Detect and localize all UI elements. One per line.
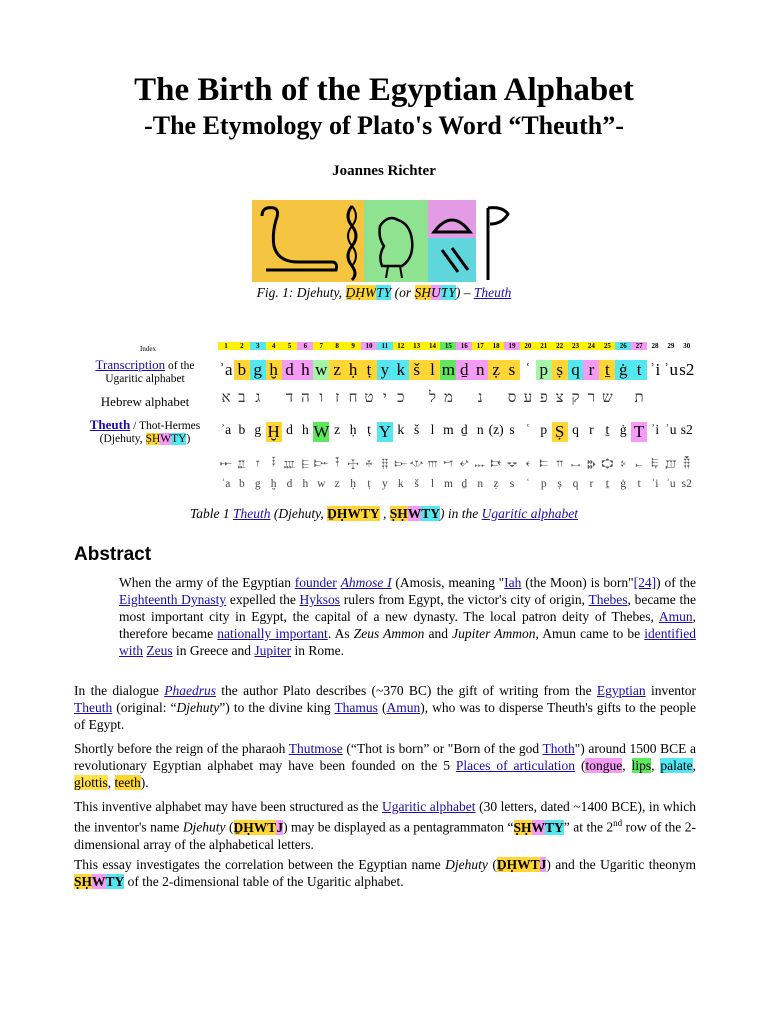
phaedrus-link[interactable]: Phaedrus [164, 683, 216, 698]
indices-cell: 15 [440, 342, 456, 350]
iah-link[interactable]: Iah [504, 575, 522, 590]
egyptian-link[interactable]: Egyptian [596, 683, 646, 698]
cuneiform-cell: 𐎜 [665, 456, 677, 470]
theuth-cell: ʾi [650, 422, 660, 437]
cuneiform-cell: 𐎗 [587, 456, 596, 470]
translit-cell: ẓ [493, 478, 499, 490]
translit-cell: ġ [620, 478, 627, 490]
hebrew-cell [456, 390, 472, 407]
transcription-cell: r [583, 360, 599, 380]
cuneiform-cell: 𐎈 [347, 456, 359, 470]
translit-cell: k [397, 478, 404, 490]
hebrew-cell: ר [587, 390, 596, 406]
hebrew-cell: א [221, 390, 231, 406]
theuth-cell: ʾa [220, 422, 232, 437]
transcription-cell: d [282, 360, 298, 380]
indices-cell: 13 [409, 342, 425, 350]
table1-caption: Table 1 Theuth (Djehuty, ḎḤWTY , ṢḤWTY) in the Ugaritic alphabet [189, 506, 579, 521]
cuneiform-cell: 𐎉 [365, 456, 373, 470]
indices-cell: 21 [536, 342, 552, 350]
transcription-cell: l [425, 360, 441, 380]
transcription-label: Transcription of the Ugaritic alphabet [95, 357, 195, 385]
transcription-cell: n [472, 360, 488, 380]
theuth-text-link[interactable]: Theuth [74, 700, 113, 715]
indices-cell: 27 [631, 342, 647, 350]
translit-cell: l [430, 478, 435, 490]
hebrew-cell: נ [477, 390, 483, 406]
glyph-cell-quail [364, 200, 428, 282]
transcription-link[interactable]: Transcription [95, 357, 166, 372]
theuth-caption-link[interactable]: Theuth [232, 506, 271, 521]
cuneiform-cell: 𐎔 [539, 456, 548, 470]
cuneiform-cell: 𐎚 [635, 456, 643, 470]
ugaritic-alphabet-text-link[interactable]: Ugaritic alphabet [381, 799, 476, 814]
cuneiform-cell: 𐎋 [394, 456, 408, 470]
abstract-paragraph-2: In the dialogue Phaedrus the author Plato describes (~370 BC) the gift of writing from the Egyptian inventor Theuth (original: “Djehuty”) to the divine king Thamus (Amun), who was to disperse Theuth's gifts to the people of Egypt. [74, 683, 697, 732]
transcription-cell: y [377, 360, 393, 380]
cuneiform-cell: 𐎖 [570, 456, 581, 470]
cuneiform-cell: 𐎍 [427, 456, 438, 470]
cuneiform-cell: 𐎏 [459, 456, 469, 470]
theuth-cell: q [572, 422, 579, 437]
theuth-table-link[interactable]: Theuth [89, 417, 131, 432]
transcription-cell: s [504, 360, 520, 380]
theuth-cell: l [430, 422, 435, 437]
glyph-cell-rope [340, 200, 364, 282]
hebrew-cell: כ [397, 390, 405, 406]
theuth-cell: n [476, 422, 484, 437]
index-label: Index [140, 345, 156, 353]
transcription-cell: ʾa [219, 360, 233, 379]
hebrew-cell: מ [443, 390, 453, 406]
transcription-cell: ḥ [345, 360, 361, 380]
transcription-cell: m [441, 360, 456, 379]
glyph-cell-reeds [428, 238, 476, 282]
theuth-cell: ṯ [605, 422, 610, 437]
transcription-cell: w [315, 360, 328, 379]
glyph-cell-flag [476, 200, 516, 282]
cuneiform-cell: 𐎛 [651, 456, 659, 470]
cuneiform-cell: 𐎙 [620, 456, 626, 470]
theuth-label: Theuth / Thot-Hermes (Djehuty, ṢḤWTY) [89, 417, 201, 445]
hebrew-cell [266, 390, 282, 407]
theuth-link[interactable]: Theuth [473, 285, 512, 300]
translit-cell: n [477, 478, 484, 490]
transcription-cell: s2 [679, 360, 695, 379]
theuth-cell: r [589, 422, 594, 437]
nationally-important-link[interactable]: nationally important [217, 626, 328, 641]
glottis-highlight: glottis [74, 775, 108, 790]
translit-cell: ʿ [525, 478, 530, 490]
transcription-cell: ʿ [525, 360, 531, 379]
abstract-paragraph-4: This inventive alphabet may have been structured as the Ugaritic alphabet (30 letters, dated ~1400 BCE), in which the inventor's name Djehuty (ḎḤWTJ) may be displayed as a pentagrammaton “ṢḤWTY” at the 2nd row of the 2-dimensional array of the alphabetical letters. [74, 799, 697, 852]
indices-cell: 23 [568, 342, 584, 350]
teeth-highlight: teeth [114, 775, 141, 790]
cuneiform-cell: 𐎕 [555, 456, 564, 470]
cuneiform-cell: 𐎅 [301, 456, 309, 470]
hebrew-cell [409, 390, 425, 407]
djehuty-hieroglyph-figure [252, 200, 516, 282]
theuth-cell: p [540, 422, 548, 437]
hebrew-cell: ל [429, 390, 437, 406]
transcription-cell: ṯ [599, 360, 615, 380]
theuth-cell: ḏ [460, 422, 468, 437]
theuth-cell: Ḫ [267, 422, 280, 441]
cuneiform-row [218, 456, 695, 471]
transcription-row [218, 360, 695, 380]
theuth-cell: d [286, 422, 293, 437]
theuth-cell: T [631, 422, 647, 442]
hebrew-cell: ע [523, 390, 533, 406]
theuth-cell: m [443, 422, 454, 437]
transcription-cell: q [568, 360, 584, 380]
hyksos-link[interactable]: Hyksos [299, 592, 341, 607]
hebrew-cell: ז [335, 390, 340, 406]
translit-cell: y [381, 478, 388, 490]
translit-cell: ṭ [367, 478, 371, 490]
translit-cell: z [334, 478, 340, 490]
translit-cell: ḥ [350, 478, 356, 490]
founder-link[interactable]: founder [294, 575, 337, 590]
cuneiform-cell: 𐎀 [219, 456, 232, 470]
translit-cell: h [302, 478, 309, 490]
indices-cell: 5 [282, 342, 298, 350]
reference-24-link[interactable]: [24] [633, 575, 657, 590]
theuth-cell: Y [378, 422, 391, 441]
abstract-heading: Abstract [74, 544, 152, 565]
indices-cell: 6 [297, 342, 313, 350]
cuneiform-cell: 𐎌 [409, 456, 424, 470]
zeus-link[interactable]: Zeus [146, 643, 173, 658]
hebrew-cell [615, 390, 631, 407]
hebrew-cell [663, 390, 679, 407]
hebrew-label: Hebrew alphabet [100, 394, 190, 409]
ugaritic-alphabet-table [78, 338, 718, 502]
indices-cell: 8 [329, 342, 345, 350]
cuneiform-cell: 𐎑 [490, 456, 502, 470]
cuneiform-cell: 𐎇 [335, 456, 340, 470]
hebrew-cell: ש [602, 390, 613, 406]
translit-cell: s [509, 478, 515, 490]
hebrew-cell: ה [301, 390, 310, 406]
thebes-link[interactable]: Thebes [588, 592, 628, 607]
translit-cell: p [540, 478, 547, 490]
translit-cell: š [414, 478, 419, 490]
indices-cell: 1 [218, 342, 234, 350]
theuth-cell: (z) [488, 422, 504, 437]
theuth-cell: ġ [619, 422, 627, 437]
transcription-cell: g [250, 360, 266, 380]
index-row [218, 342, 695, 350]
indices-cell: 20 [520, 342, 536, 350]
indices-cell: 18 [488, 342, 504, 350]
hebrew-cell [679, 390, 695, 407]
hebrew-cell: ו [319, 390, 324, 406]
theuth-cell: Ṣ [552, 422, 568, 442]
transcription-cell: k [393, 360, 409, 380]
cuneiform-cell: 𐎎 [443, 456, 454, 470]
translit-cell: m [443, 478, 453, 490]
transcription-cell: ḏ [456, 360, 472, 380]
page-subtitle: -The Etymology of Plato's Word “Theuth”- [144, 111, 624, 140]
indices-cell: 29 [667, 342, 675, 350]
lips-highlight: lips [631, 758, 652, 773]
translit-cell: q [572, 478, 579, 490]
theuth-cell: ʾu [665, 422, 677, 437]
theuth-cell: š [414, 422, 420, 437]
theuth-cell: ʿ [525, 422, 531, 437]
amun-link[interactable]: Amun [658, 609, 693, 624]
translit-cell: ṯ [605, 478, 609, 490]
abstract-paragraph-1: When the army of the Egyptian founder Ahmose I (Amosis, meaning "Iah (the Moon) is born"[24]) of the Eighteenth Dynasty expelled the Hyksos rulers from Egypt, the victor's city of origin, Thebes, became the most important city in Egypt, the capital of a new dynasty. The local patron deity of Thebes, Amun, therefore became nationally important. As Zeus Ammon and Jupiter Ammon, Amun came to be identified with Zeus in Greece and Jupiter in Rome. [119, 575, 697, 658]
transcription-cell: ḫ [266, 360, 282, 380]
indices-cell: 24 [583, 342, 599, 350]
translit-cell: ḏ [461, 478, 468, 490]
transcription-cell: ṣ [552, 360, 568, 380]
jupiter-link[interactable]: Jupiter [254, 643, 292, 658]
translit-cell: ṣ [557, 478, 562, 490]
theuth-cell: ṭ [367, 422, 371, 437]
transcription-cell: š [409, 360, 425, 380]
translit-cell: s2 [681, 478, 692, 490]
indices-cell: 16 [456, 342, 472, 350]
indices-cell: 30 [683, 342, 691, 350]
thutmose-link[interactable]: Thutmose [288, 741, 343, 756]
places-of-articulation-link[interactable]: Places of articulation [455, 758, 576, 773]
hebrew-cell: ת [634, 390, 644, 406]
thoth-link[interactable]: Thoth [542, 741, 575, 756]
transcription-cell: b [234, 360, 250, 380]
indices-cell: 22 [552, 342, 568, 350]
hebrew-cell: פ [539, 390, 548, 406]
transcription-cell: ʾu [663, 360, 678, 379]
theuth-row [218, 422, 695, 442]
theuth-cell: b [238, 422, 246, 437]
hebrew-cell: ח [348, 390, 358, 406]
cuneiform-cell: 𐎃 [271, 456, 276, 470]
indices-cell: 12 [393, 342, 409, 350]
hebrew-cell: ב [238, 390, 246, 406]
indices-cell: 7 [313, 342, 329, 350]
indices-cell: 25 [599, 342, 615, 350]
translit-cell: ʾa [221, 478, 231, 490]
hebrew-cell: ס [507, 390, 517, 406]
tongue-highlight: tongue [585, 758, 623, 773]
theuth-cell: W [313, 422, 330, 441]
theuth-cell: z [334, 422, 341, 437]
indices-cell: 3 [250, 342, 266, 350]
cuneiform-cell: 𐎄 [283, 456, 296, 470]
transcription-cell: ʾi [649, 360, 661, 379]
cuneiform-cell: 𐎝 [683, 456, 691, 470]
transcription-cell: ṭ [361, 360, 377, 380]
eighteenth-dynasty-link[interactable]: Eighteenth Dynasty [119, 592, 227, 607]
translit-cell: r [589, 478, 594, 490]
cuneiform-cell: 𐎓 [525, 456, 531, 470]
page-title: The Birth of the Egyptian Alphabet [134, 72, 634, 108]
indices-cell: 28 [651, 342, 659, 350]
cuneiform-cell: 𐎒 [506, 456, 518, 470]
translit-cell: ʾu [666, 478, 676, 490]
hebrew-cell [647, 390, 663, 407]
translit-cell: ʾi [651, 478, 659, 490]
indices-cell: 19 [504, 342, 520, 350]
transcription-cell: t [631, 360, 647, 380]
transliteration-row [218, 478, 695, 490]
abstract-paragraph-5: This essay investigates the correlation between the Egyptian name Djehuty (ḎḤWTJ) and the Ugaritic theonym ṢḤWTY of the 2-dimensional table of the Ugaritic alphabet. [74, 857, 696, 889]
hebrew-cell: ג [255, 390, 261, 406]
hebrew-cell: ק [571, 390, 580, 406]
hebrew-cell: י [382, 390, 387, 406]
transcription-cell: h [297, 360, 313, 380]
transcription-cell: ġ [615, 360, 631, 380]
cuneiform-cell: 𐎁 [237, 456, 247, 470]
thamus-link[interactable]: Thamus [334, 700, 378, 715]
translit-cell: ḫ [270, 478, 277, 490]
cuneiform-cell: 𐎊 [381, 456, 389, 470]
transcription-cell: p [536, 360, 552, 380]
cuneiform-cell: 𐎘 [601, 456, 614, 470]
theuth-cell: ḥ [349, 422, 357, 437]
hebrew-cell: ד [285, 390, 294, 406]
cuneiform-cell: 𐎂 [255, 456, 260, 470]
palate-highlight: palate [660, 758, 693, 773]
theuth-cell: s [509, 422, 515, 437]
indices-cell: 14 [425, 342, 441, 350]
author-name: Joannes Richter [332, 163, 436, 179]
indices-cell: 2 [234, 342, 250, 350]
hebrew-cell: צ [555, 390, 564, 406]
ahmose-link[interactable]: Ahmose I [340, 575, 392, 590]
hebrew-row [218, 390, 695, 407]
amun-link-2[interactable]: Amun [386, 700, 421, 715]
transcription-cell: ẓ [488, 360, 504, 380]
hebrew-cell [488, 390, 504, 407]
figure1-caption: Fig. 1: Djehuty, ḎḤWTY (or ṢḤUTY) – Theuth [256, 285, 512, 300]
hebrew-cell: ט [364, 390, 374, 406]
translit-cell: g [254, 478, 261, 490]
indices-cell: 10 [361, 342, 377, 350]
theuth-cell: h [302, 422, 309, 437]
indices-cell: 4 [266, 342, 282, 350]
translit-cell: b [238, 478, 245, 490]
cuneiform-cell: 𐎆 [313, 456, 329, 470]
transcription-cell: z [329, 360, 345, 380]
translit-cell: t [637, 478, 641, 490]
ugaritic-alphabet-link[interactable]: Ugaritic alphabet [481, 506, 579, 521]
theuth-cell: k [397, 422, 405, 437]
indices-cell: 11 [377, 342, 393, 350]
abstract-paragraph-3: Shortly before the reign of the pharaoh Thutmose (“Thot is born” or "Born of the god Thoth") around 1500 BCE a revolutionary Egyptian alphabet may have been founded on the 5 Places of articulation (tongue, lips, palate, glottis, teeth). [74, 741, 697, 790]
indices-cell: 9 [345, 342, 361, 350]
identified-with-link[interactable]: identified with [119, 626, 696, 658]
indices-cell: 26 [615, 342, 631, 350]
cuneiform-cell: 𐎐 [474, 456, 486, 470]
indices-cell: 17 [472, 342, 488, 350]
theuth-cell: g [254, 422, 262, 437]
translit-cell: d [286, 478, 293, 490]
translit-cell: w [317, 478, 326, 490]
theuth-cell: s2 [680, 422, 693, 437]
